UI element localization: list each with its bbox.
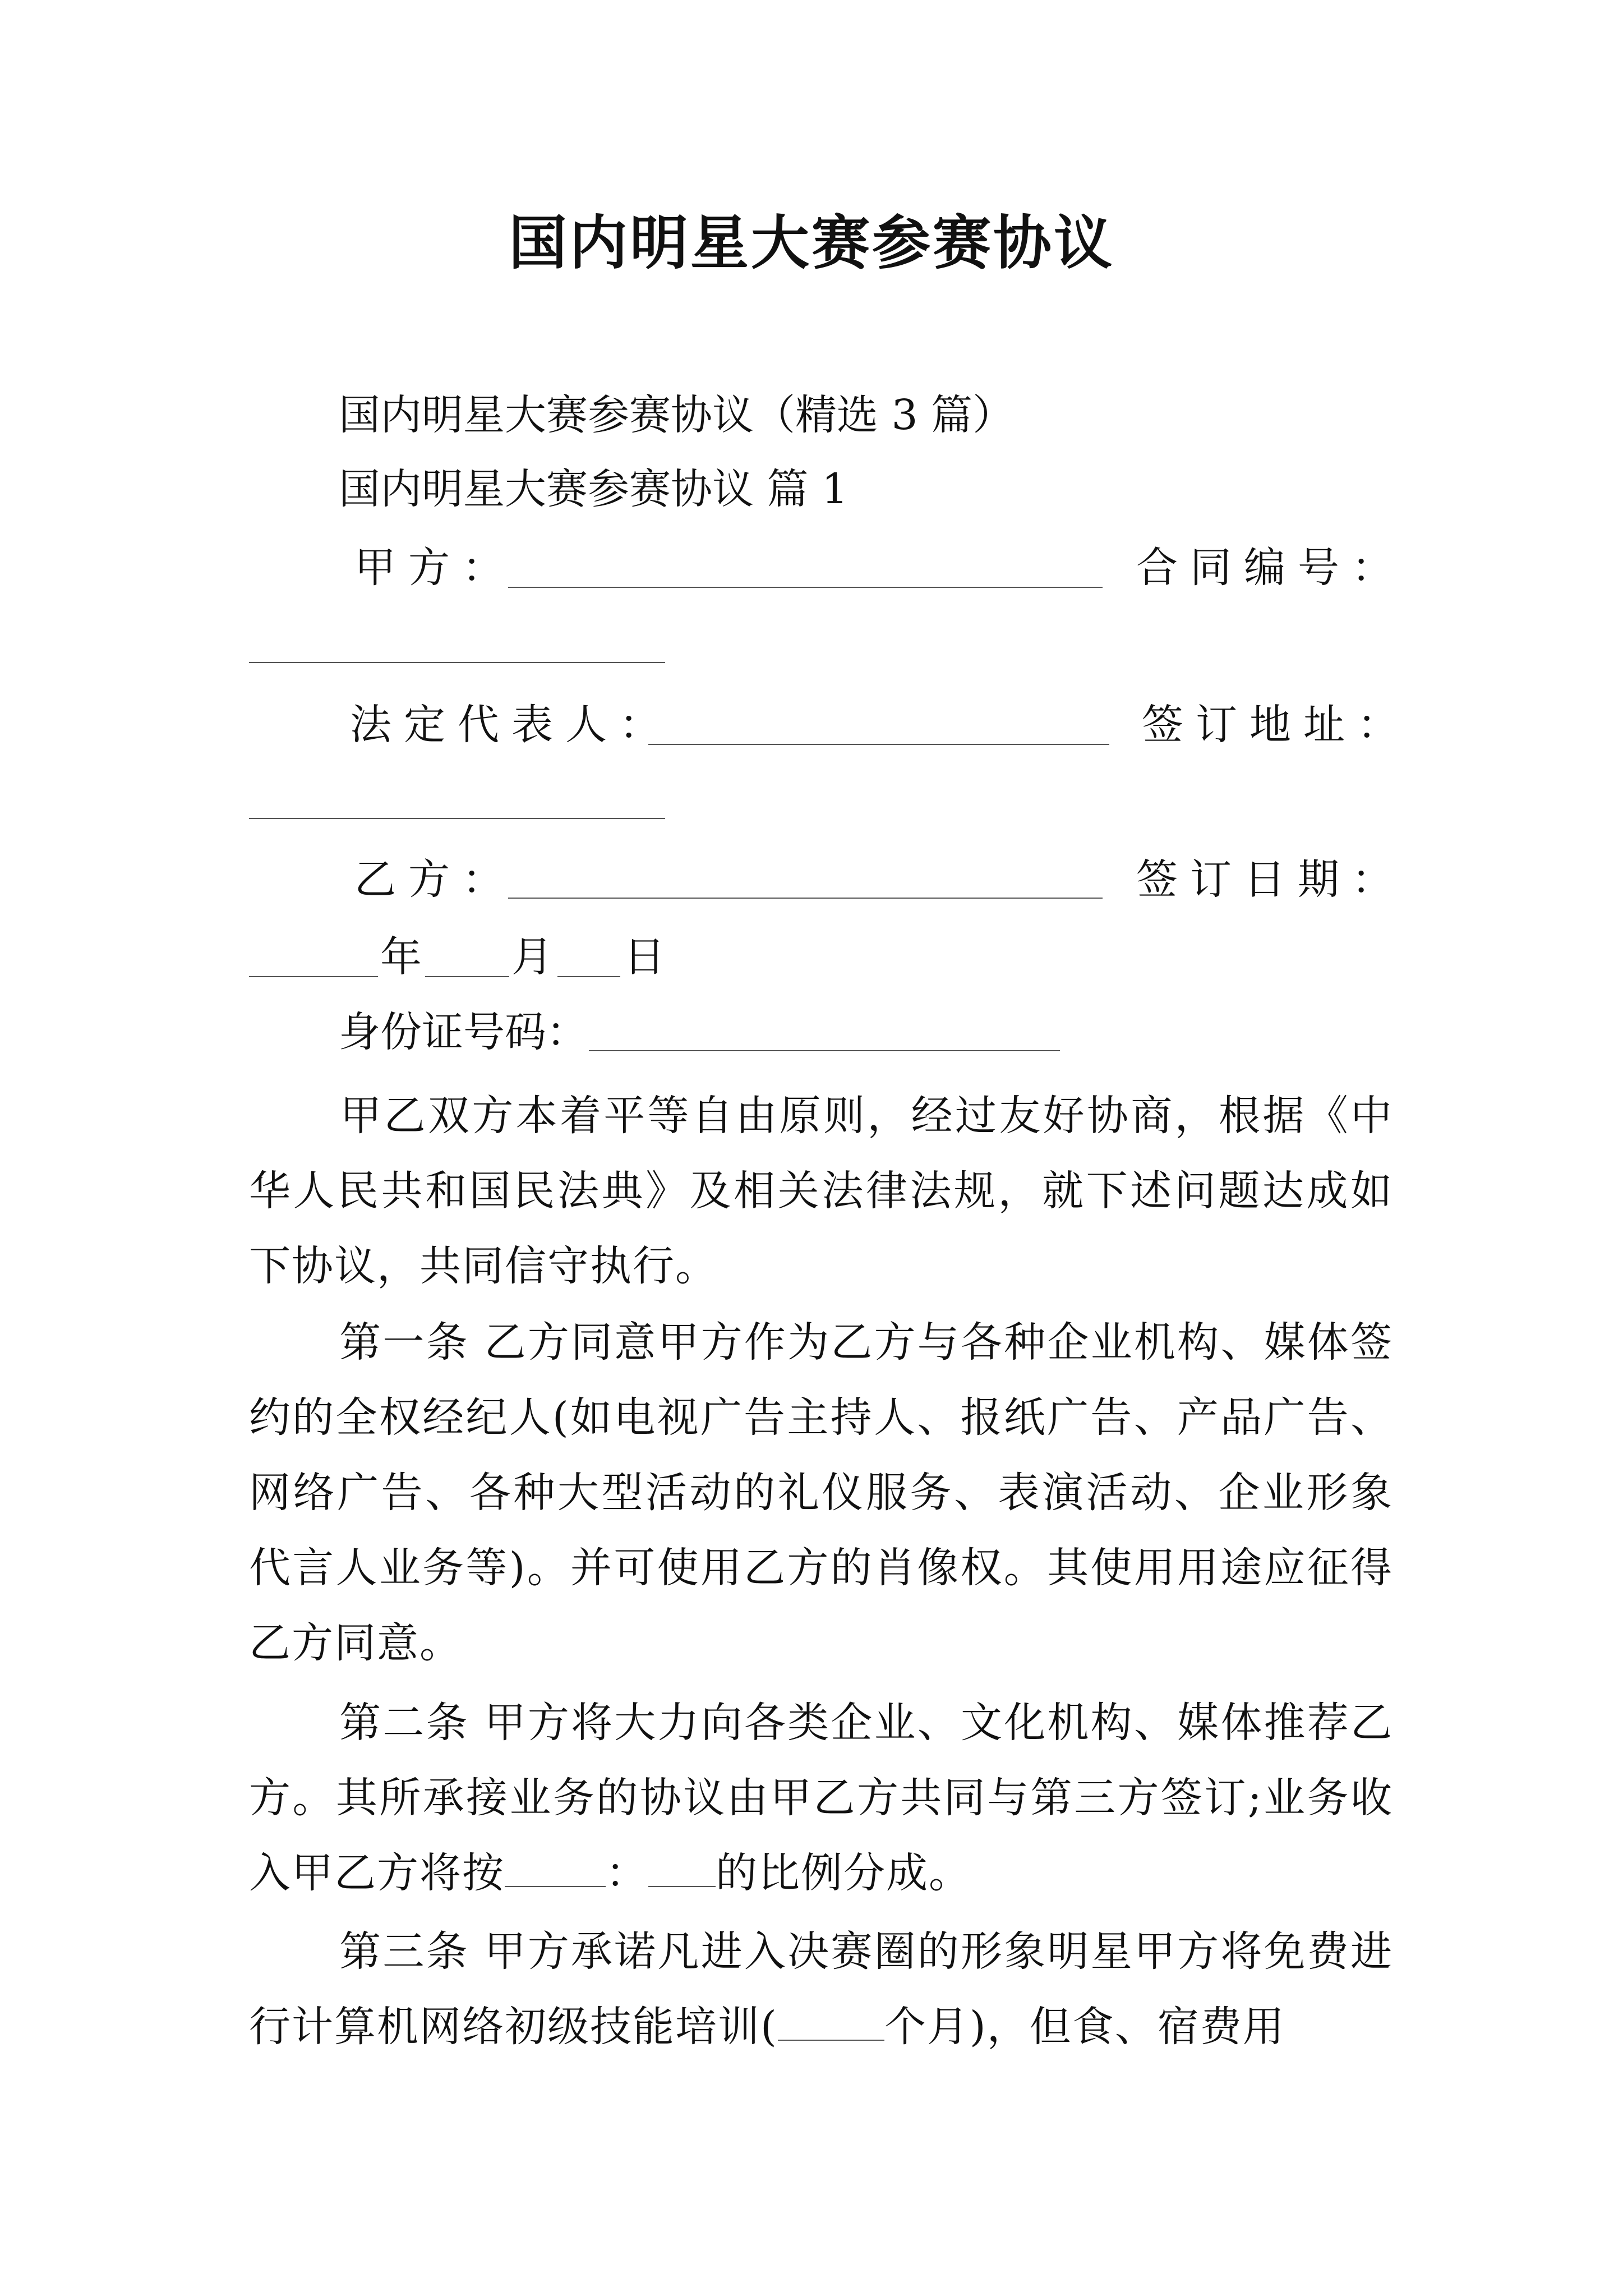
section-heading: 国内明星大赛参赛协议 篇 1 (339, 465, 849, 513)
party-b-blank[interactable] (508, 898, 1103, 899)
article-3: 第三条 甲方承诺凡进入决赛圈的形象明星甲方将免费进行计算机网络初级技能培训( 个月)，但食、宿费用 (249, 1927, 1393, 2051)
date-month-blank[interactable] (425, 976, 509, 977)
document-title: 国内明星大赛参赛协议 (508, 209, 1114, 277)
contract-no-label: 合同编号： (1136, 544, 1405, 592)
subtitle: 国内明星大赛参赛协议（精选 3 篇） (339, 391, 1015, 439)
legal-rep-blank[interactable] (648, 744, 1109, 745)
date-day-label: 日 (624, 933, 665, 981)
sign-address-label: 签订地址： (1142, 701, 1411, 749)
date-day-blank[interactable] (557, 976, 620, 977)
share-ratio-a-blank[interactable] (505, 1850, 606, 1887)
training-months-blank[interactable] (778, 2004, 884, 2041)
date-year-label: 年 (380, 933, 422, 981)
article-2: 第二条 甲方将大力向各类企业、文化机构、媒体推荐乙方。其所承接业务的协议由甲乙方共同与第三方签订;业务收入甲乙方将按 ： 的比例分成。 (249, 1699, 1393, 1897)
legal-rep-label: 法定代表人： (350, 701, 673, 749)
article-1: 第一条 乙方同意甲方作为乙方与各种企业机构、媒体签约的全权经纪人(如电视广告主持人、报纸广告、产品广告、网络广告、各种大型活动的礼仪服务、表演活动、企业形象代言人业务等)。并可使用乙方的肖像权。其使用用途应征得乙方同意。 (249, 1318, 1393, 1667)
date-month-label: 月 (511, 933, 553, 981)
intro-paragraph: 甲乙双方本着平等自由原则，经过友好协商，根据《中华人民共和国民法典》及相关法律法规，就下述问题达成如下协议，共同信守执行。 (249, 1092, 1393, 1290)
sign-address-blank[interactable] (249, 818, 665, 819)
party-b-label: 乙方： (354, 855, 516, 904)
id-number-blank[interactable] (589, 1050, 1060, 1051)
share-ratio-b-blank[interactable] (648, 1850, 716, 1887)
id-number-label: 身份证号码： (339, 1008, 588, 1056)
sign-date-label: 签订日期： (1136, 855, 1405, 904)
date-year-blank[interactable] (249, 976, 378, 977)
party-a-blank[interactable] (508, 587, 1103, 588)
contract-no-blank[interactable] (249, 662, 665, 663)
party-a-label: 甲方： (354, 544, 516, 592)
